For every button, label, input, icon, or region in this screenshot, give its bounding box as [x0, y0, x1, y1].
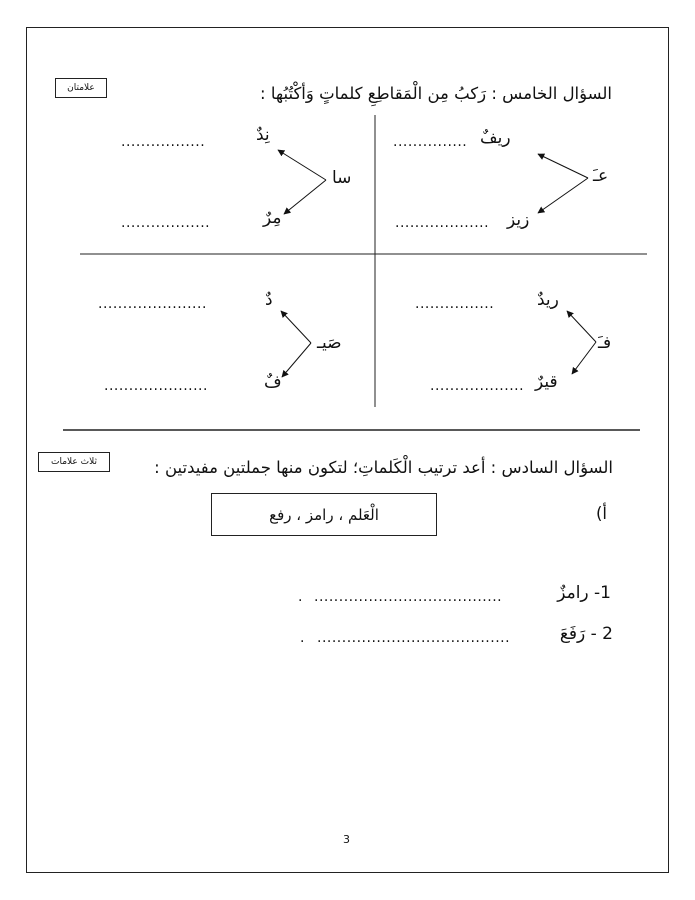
question-6-title: السؤال السادس : أعد ترتيب الْكَلماتِ؛ لتكون منها جملتين مفيدتين :: [154, 458, 613, 477]
syllable-top-1: ريفٌ: [480, 128, 511, 148]
answer-line-3a: ................: [415, 296, 495, 312]
syllable-bottom-3: قيرٌ: [535, 372, 558, 392]
syllable-root-3: فـَ: [598, 333, 612, 353]
syllable-top-4: دٌ: [265, 290, 273, 310]
arrow-up-2: [278, 150, 326, 180]
arrow-up-3: [567, 311, 596, 342]
syllable-bottom-2: مِرٌ: [263, 208, 282, 228]
marks-badge-q5: علامتان: [55, 78, 107, 98]
answer-end-1: .: [298, 589, 303, 605]
scrambled-words-box: [211, 493, 437, 536]
syllable-bottom-4: فٌ: [264, 372, 282, 392]
syllable-root-1: عـَ: [593, 166, 609, 186]
syllable-root-2: سا: [332, 168, 352, 188]
marks-badge-q6: ثلاث علامات: [38, 452, 110, 472]
arrow-down-3: [572, 342, 596, 374]
answer-prefix-2: 2 - رَفَعَ: [559, 624, 613, 644]
item-label-a: أ): [596, 504, 608, 523]
arrow-up-4: [281, 311, 311, 343]
syllable-top-2: نِدٌ: [256, 125, 270, 145]
answer-line-4b: .....................: [104, 378, 208, 394]
answer-line-4a: ......................: [98, 296, 207, 312]
arrow-up-1: [538, 154, 588, 178]
answer-prefix-1: 1- رامزٌ: [557, 583, 611, 603]
scrambled-words: الْعَلم ، رامز ، رفع: [269, 505, 379, 524]
answer-line-2b: ..................: [121, 215, 211, 231]
answer-line-3b: ...................: [430, 378, 525, 394]
arrow-down-1: [538, 178, 588, 213]
arrow-down-4: [282, 343, 311, 377]
page-number: 3: [343, 833, 350, 846]
question-5-title: السؤال الخامس : رَكبُ مِن الْمَقاطِعِ كلماتٍ وَأكْتُبُها :: [260, 84, 612, 103]
answer-line-1b: ...................: [395, 215, 490, 231]
syllable-root-4: صَيـ: [317, 333, 342, 353]
answer-line-q6-2: .......................................: [317, 630, 511, 646]
answer-line-1a: ...............: [393, 134, 468, 150]
answer-line-2a: .................: [121, 134, 206, 150]
arrow-down-2: [284, 180, 326, 214]
answer-line-q6-1: ......................................: [314, 589, 503, 605]
syllable-top-3: ريدٌ: [537, 290, 559, 310]
answer-end-2: .: [300, 630, 305, 646]
syllable-bottom-1: زيز: [507, 210, 530, 230]
